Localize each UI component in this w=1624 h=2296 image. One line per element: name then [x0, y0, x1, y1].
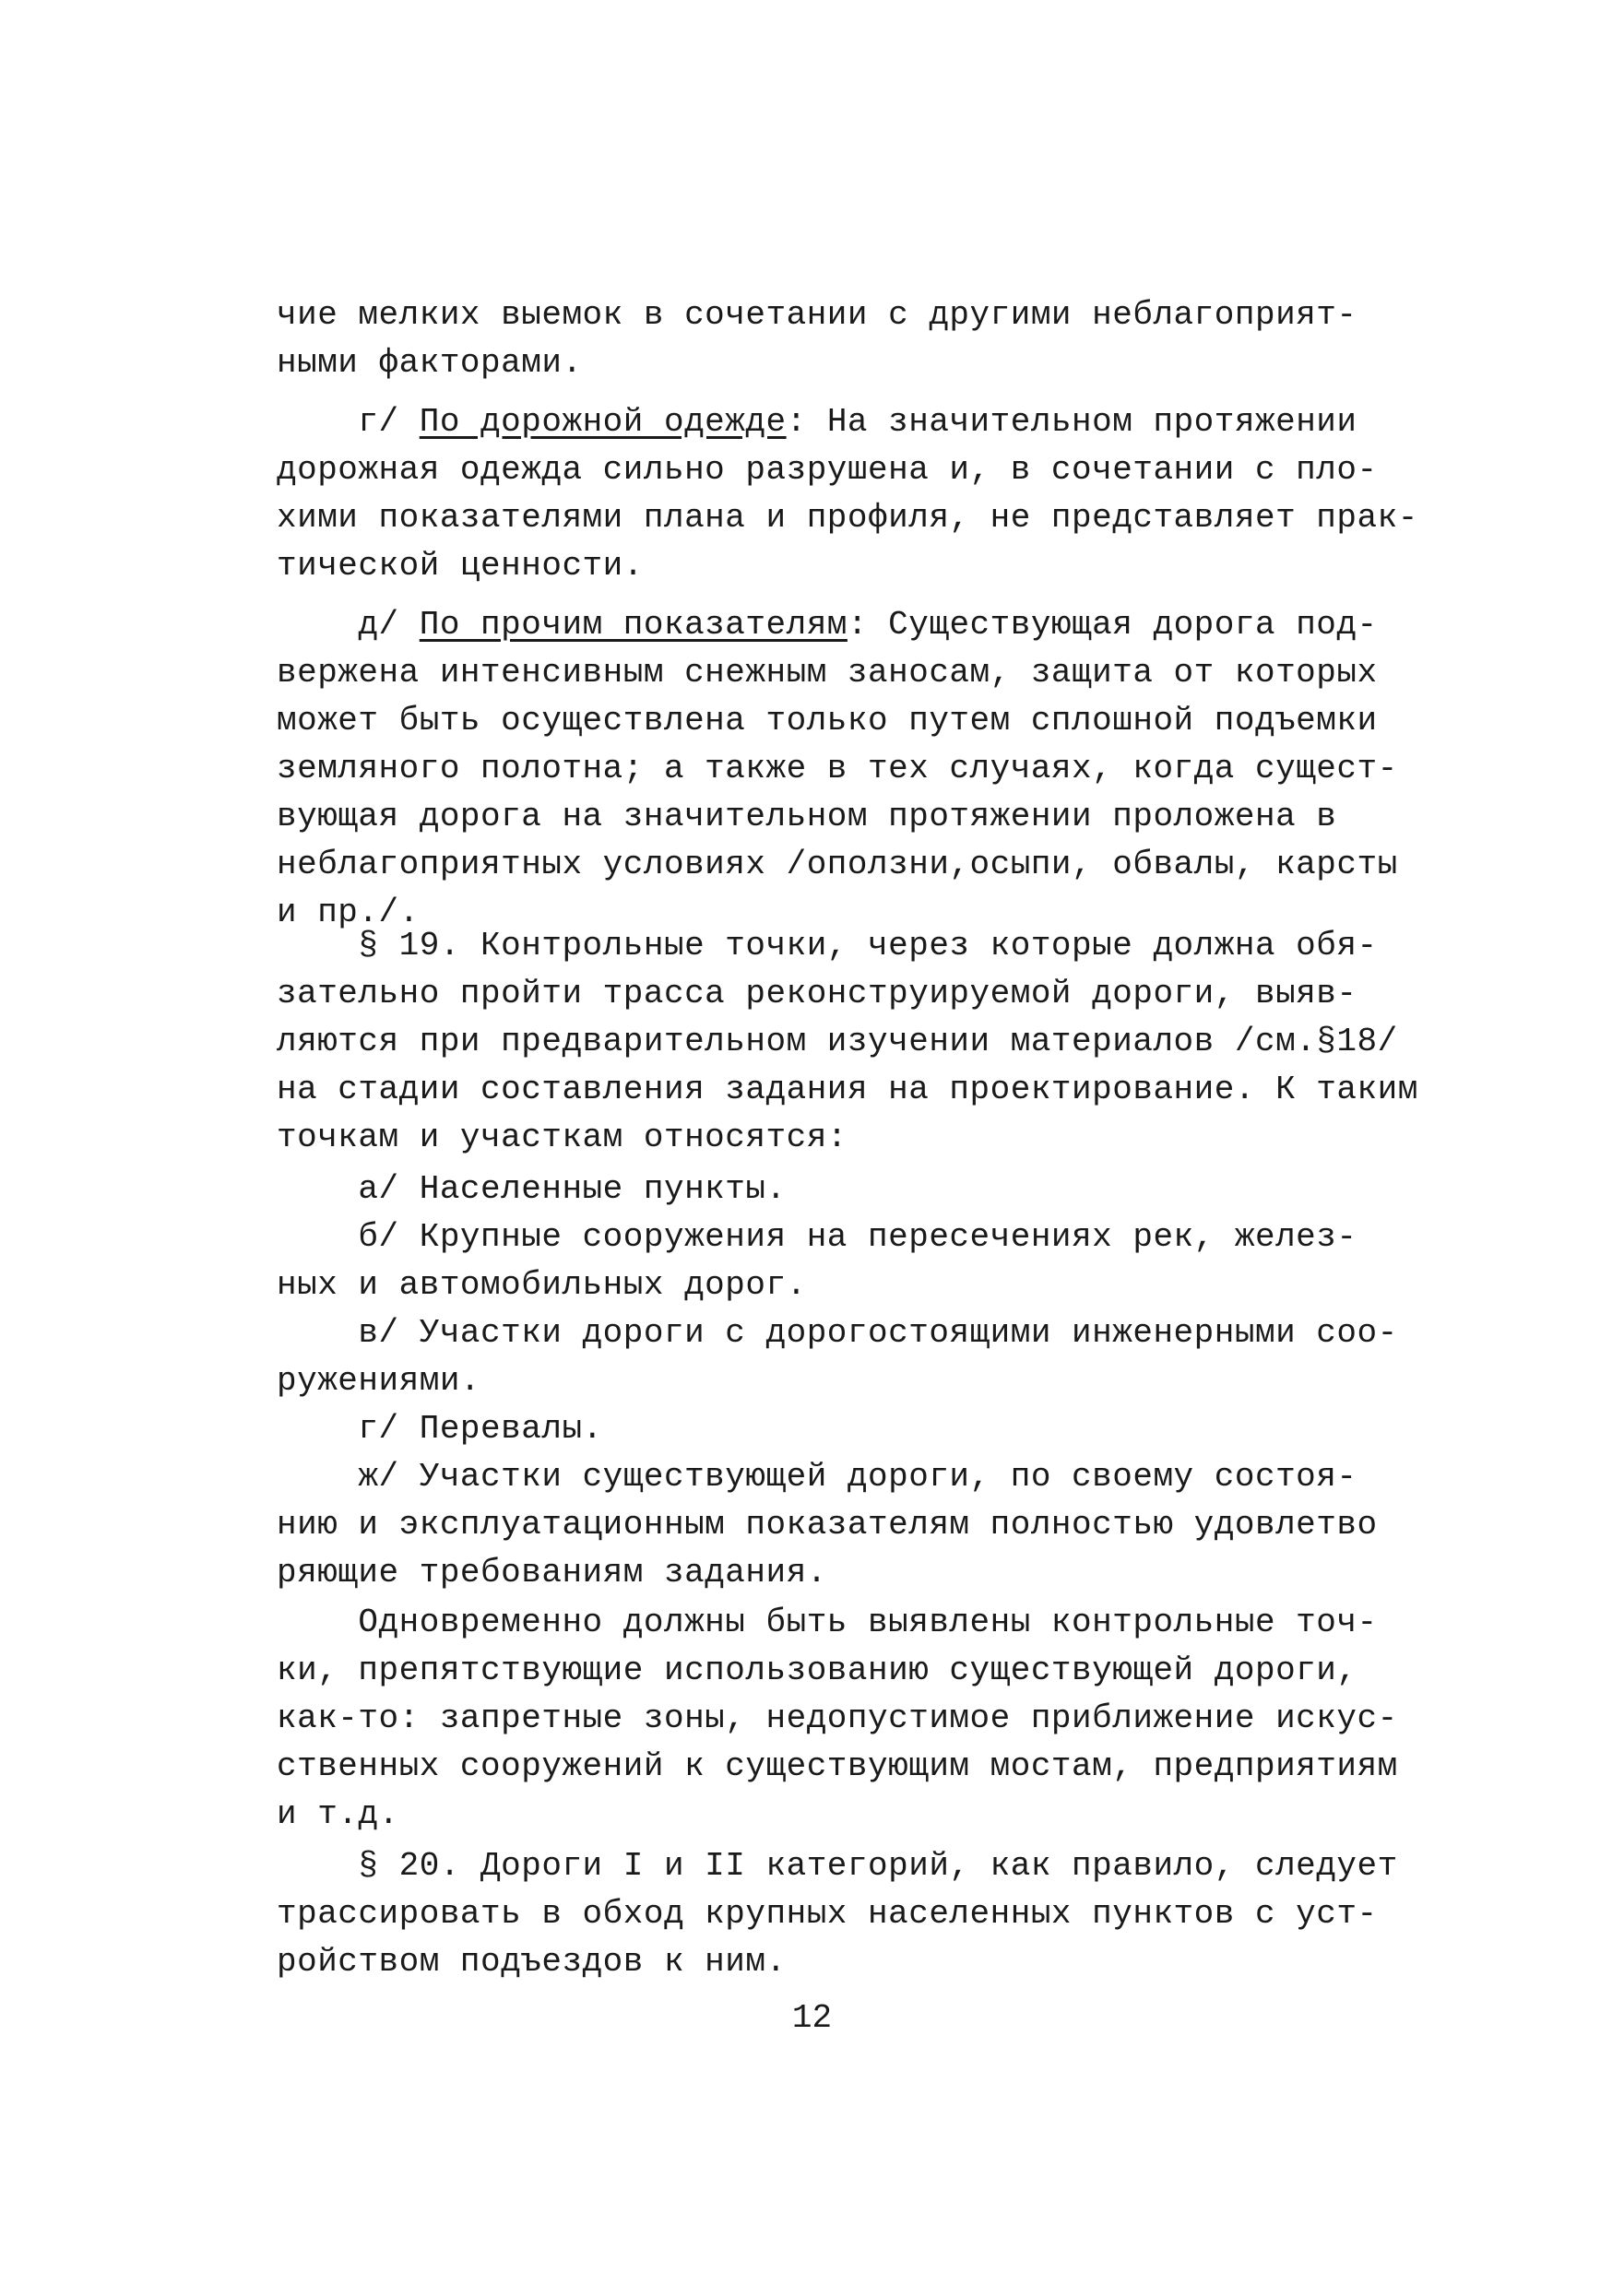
page-number: 12 — [791, 1999, 833, 2037]
text-line: вержена интенсивным снежным заносам, защита от которых — [277, 654, 1378, 692]
underlined-heading: По прочим показателям — [419, 606, 848, 644]
text-line: может быть осуществлена только путем сплошной подъемки — [277, 702, 1378, 740]
list-item: ж/ Участки существующей дороги, по своему состоя- — [277, 1458, 1357, 1496]
text-line: как-то: запретные зоны, недопустимое приближение искус- — [277, 1699, 1398, 1737]
text-line: и т.д. — [277, 1795, 399, 1833]
list-item: ружениями. — [277, 1362, 481, 1400]
text-line: трассировать в обход крупных населенных пунктов с уст- — [277, 1895, 1378, 1933]
text-line: хими показателями плана и профиля, не представляет прак- — [277, 499, 1418, 537]
paragraph-other-indicators — [277, 601, 1398, 937]
text-line: : На значительном протяжении — [786, 403, 1357, 441]
paragraph-continuation — [277, 291, 1365, 387]
paragraph-section-20 — [277, 1842, 1398, 1986]
list-item: нию и эксплуатационным показателям полностью удовлетво — [277, 1506, 1378, 1544]
paragraph-obstacles — [277, 1599, 1398, 1839]
text-line: вующая дорога на значительном протяжении проложена в — [277, 798, 1337, 835]
list-item: в/ Участки дороги с дорогостоящими инженерными соо- — [277, 1314, 1398, 1352]
list-item: а/ Населенные пункты. — [277, 1170, 787, 1208]
text-line: § 20. Дороги I и II категорий, как правило, следует — [277, 1847, 1398, 1885]
item-marker: г/ — [358, 403, 420, 441]
paragraph-road-surface — [277, 398, 1418, 590]
text-line: ки, препятствующие использованию существующей дороги, — [277, 1651, 1357, 1689]
text-line: земляного полотна; а также в тех случаях, когда сущест- — [277, 750, 1398, 787]
list-control-points — [277, 1166, 1398, 1597]
text-line: на стадии составления задания на проектирование. К таким — [277, 1071, 1418, 1108]
list-item: ных и автомобильных дорог. — [277, 1266, 807, 1304]
paragraph-section-19 — [277, 922, 1418, 1162]
text-line: § 19. Контрольные точки, через которые должна обя- — [277, 927, 1378, 965]
text-line: : Существующая дорога под- — [847, 606, 1378, 644]
text-line: ляются при предварительном изучении материалов /см.§18/ — [277, 1023, 1398, 1060]
text-line: дорожная одежда сильно разрушена и, в сочетании с пло- — [277, 451, 1378, 489]
underlined-heading: По дорожной одежде — [419, 403, 787, 441]
text-line: зательно пройти трасса реконструируемой дороги, выяв- — [277, 975, 1357, 1012]
text-line: ственных сооружений к существующим мостам, предприятиям — [277, 1747, 1398, 1785]
list-item: г/ Перевалы. — [277, 1410, 603, 1448]
text-line: чие мелких выемок в сочетании с другими неблагоприят- — [277, 296, 1357, 334]
text-line: и пр./. — [277, 894, 420, 931]
text-line: точкам и участкам относятся: — [277, 1118, 848, 1156]
item-marker: д/ — [358, 606, 420, 644]
text-line: ройством подъездов к ним. — [277, 1943, 787, 1981]
list-item: ряющие требованиям задания. — [277, 1554, 827, 1592]
text-line: неблагоприятных условиях /оползни,осыпи, обвалы, карсты — [277, 846, 1398, 883]
text-line: ными факторами. — [277, 344, 583, 382]
text-line: Одновременно должны быть выявлены контрольные точ- — [277, 1604, 1378, 1641]
text-line: тической ценности. — [277, 547, 644, 585]
list-item: б/ Крупные сооружения на пересечениях рек, желез- — [277, 1218, 1357, 1256]
